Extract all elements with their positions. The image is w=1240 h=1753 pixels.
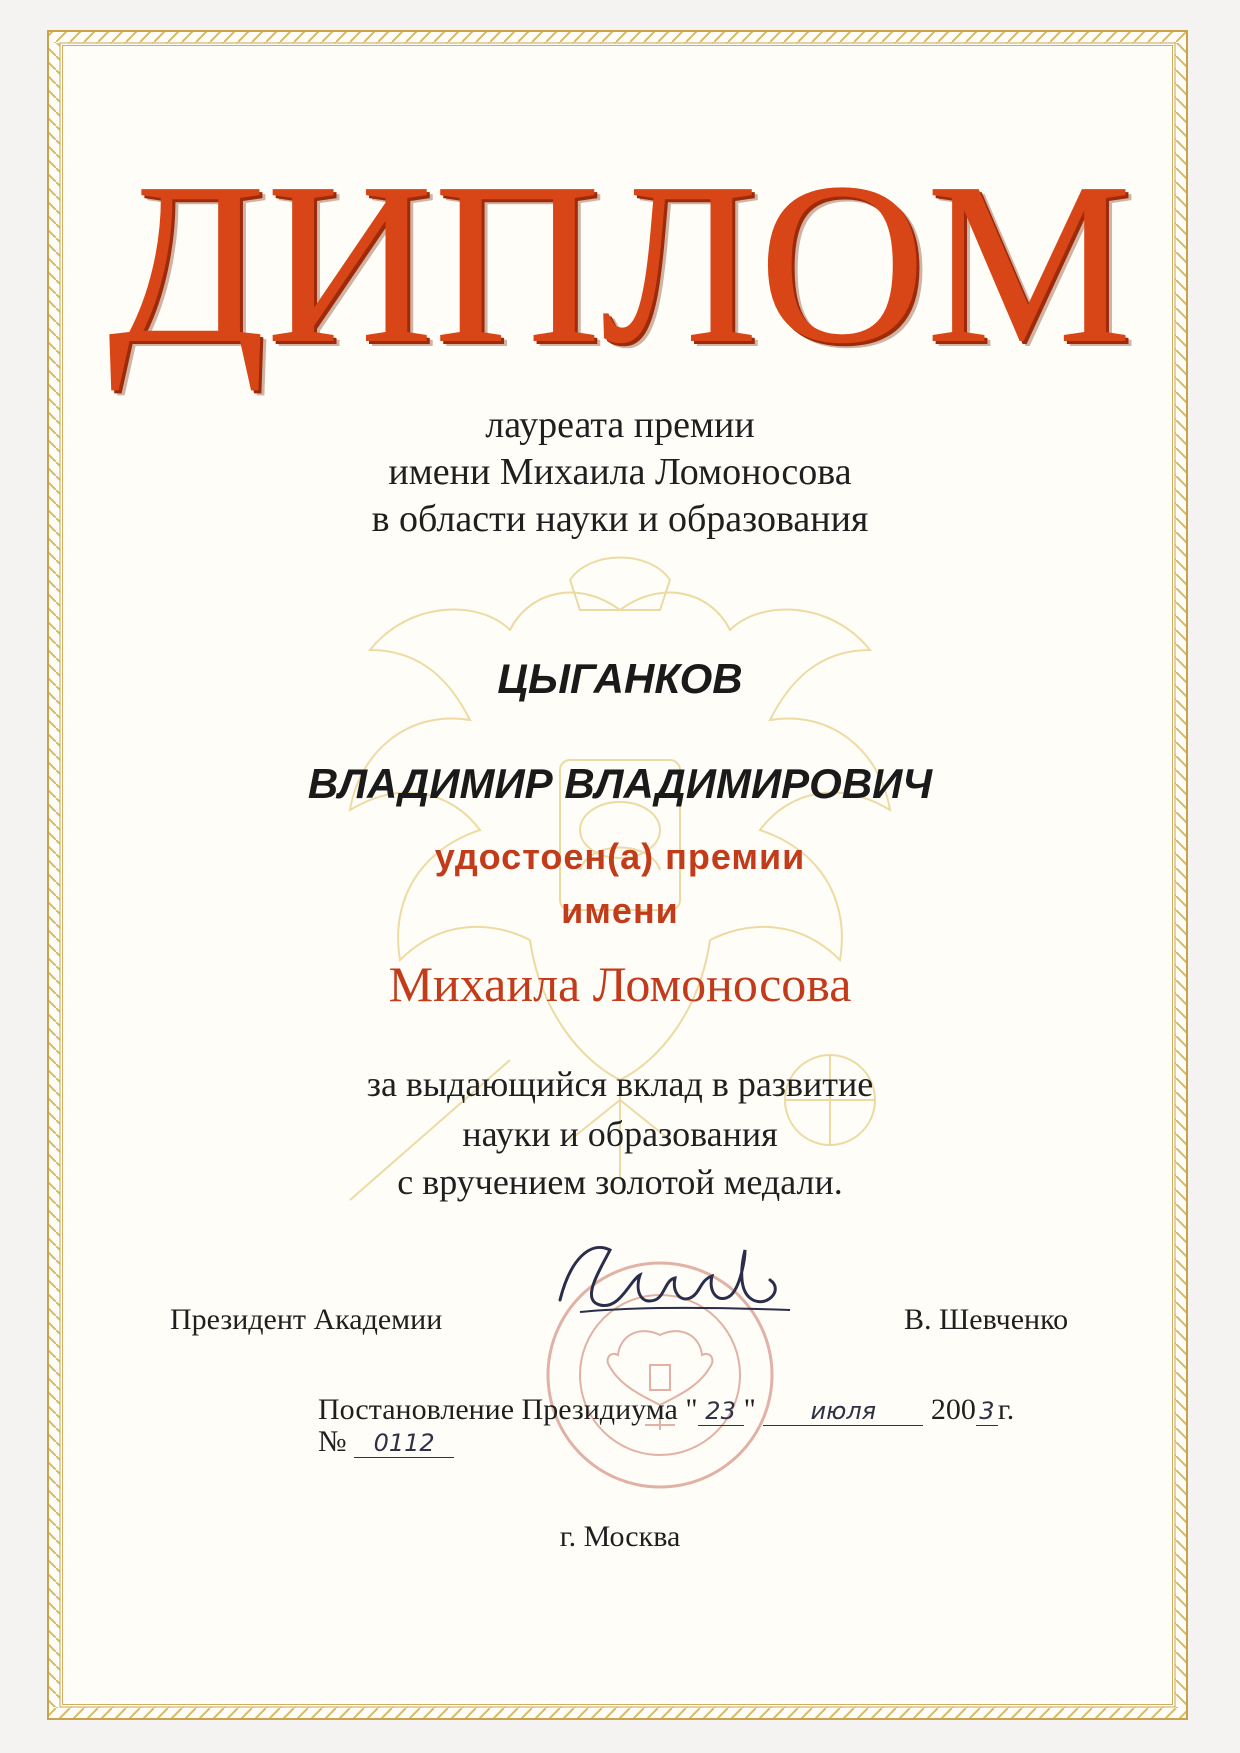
resolution-year-prefix: 200	[930, 1393, 976, 1426]
president-name: В. Шевченко	[904, 1303, 1069, 1336]
resolution-month: июля	[763, 1397, 923, 1426]
city-footer: г. Москва	[559, 1520, 681, 1553]
president-label: Президент Академии	[170, 1303, 443, 1336]
subtitle-line-3: в области науки и образования	[371, 498, 869, 540]
recipient-given-names: ВЛАДИМИР ВЛАДИМИРОВИЧ	[307, 760, 933, 807]
resolution-day: 23	[698, 1397, 744, 1426]
motive-line-2: науки и образования	[462, 1114, 778, 1154]
subtitle-line-2: имени Михаила Ломоносова	[388, 451, 852, 493]
award-line-3: Михаила Ломоносова	[388, 956, 852, 1012]
resolution-year-suffix: 3	[976, 1397, 998, 1426]
award-line-2: имени	[561, 890, 679, 931]
subtitle-line-1: лауреата премии	[485, 404, 755, 446]
motive-line-1: за выдающийся вклад в развитие	[366, 1064, 874, 1104]
motive-line-3: с вручением золотой медали.	[397, 1162, 843, 1202]
award-line-1: удостоен(а) премии	[434, 836, 806, 877]
resolution-year-unit: г.	[997, 1393, 1015, 1426]
resolution-number: 0112	[354, 1429, 454, 1458]
resolution-label: Постановление Президиума	[318, 1393, 678, 1426]
resolution-quote-close: "	[743, 1393, 756, 1426]
president-signature	[540, 1220, 810, 1340]
recipient-surname: ЦЫГАНКОВ	[497, 655, 743, 702]
diploma-title: ДИПЛОМ	[107, 135, 1133, 392]
resolution-line	[318, 1393, 1014, 1427]
resolution-number-row	[318, 1425, 454, 1459]
number-sign: №	[318, 1425, 347, 1458]
resolution-quote-open: "	[685, 1393, 698, 1426]
